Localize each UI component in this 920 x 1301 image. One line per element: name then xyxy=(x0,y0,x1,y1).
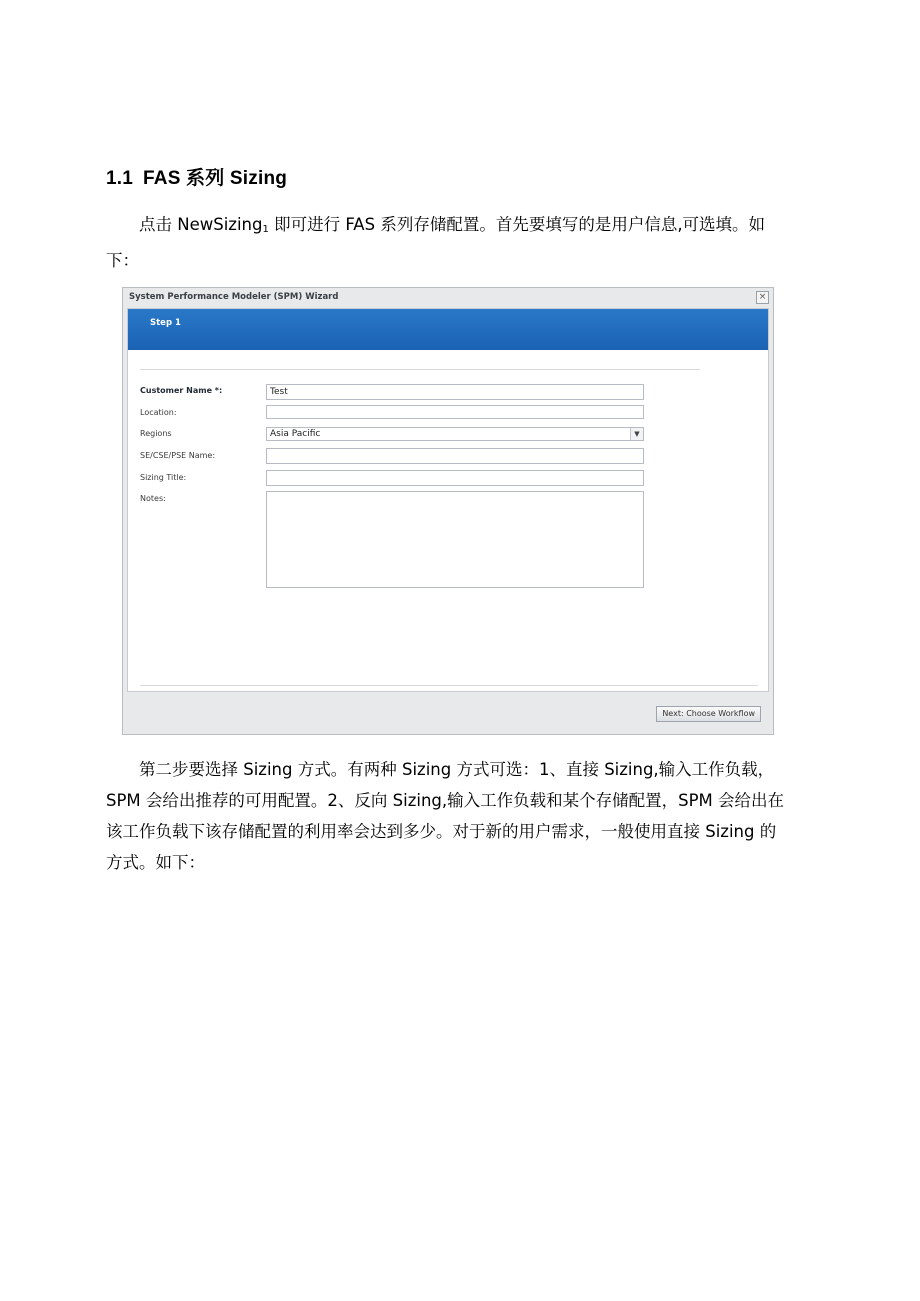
spm-wizard-screenshot xyxy=(122,287,774,735)
chevron-down-icon[interactable]: ▼ xyxy=(630,428,643,440)
footnote-marker: 1 xyxy=(262,224,269,235)
step2-text: 第二步要选择 Sizing 方式。有两种 Sizing 方式可选：1、直接 Sizing,输入工作负载，SPM 会给出推荐的可用配置。2、反向 Sizing,输入工作负载和某个存储配置，SPM 会给出在该工作负载下该存储配置的利用率会达到多少。对于新的用户需求，一般使用直接 Sizing 的方式。如下： xyxy=(106,760,785,872)
step-header xyxy=(128,309,768,350)
section-number: 1.1 xyxy=(106,168,134,189)
wizard-title: System Performance Modeler (SPM) Wizard xyxy=(129,292,339,302)
regions-select[interactable] xyxy=(266,427,644,441)
location-field[interactable] xyxy=(266,405,644,419)
sizing-title-label: Sizing Title: xyxy=(140,473,187,482)
step2-paragraph xyxy=(106,754,786,878)
intro-paragraph xyxy=(106,209,786,276)
sizing-title-field[interactable] xyxy=(266,470,644,486)
intro-text-after: 即可进行 FAS 系列存储配置。首先要填写的是用户信息,可选填。如下： xyxy=(106,215,766,270)
intro-text-before: 点击 NewSizing xyxy=(139,215,263,234)
footer-divider xyxy=(140,685,758,686)
regions-value: Asia Pacific xyxy=(270,429,321,439)
step-label: Step 1 xyxy=(150,318,181,328)
notes-label: Notes: xyxy=(140,494,166,503)
notes-textarea[interactable] xyxy=(266,491,644,588)
customer-name-label: Customer Name *: xyxy=(140,386,223,395)
section-title: FAS 系列 Sizing xyxy=(143,168,288,189)
se-name-field[interactable] xyxy=(266,448,644,464)
wizard-body xyxy=(127,308,769,692)
divider xyxy=(140,369,700,370)
location-label: Location: xyxy=(140,408,177,417)
section-heading xyxy=(106,163,287,190)
customer-name-field[interactable]: Test xyxy=(266,384,644,400)
close-icon[interactable]: × xyxy=(756,291,769,304)
regions-label: Regions xyxy=(140,429,172,438)
se-name-label: SE/CSE/PSE Name: xyxy=(140,451,216,460)
next-choose-workflow-button[interactable]: Next: Choose Workflow xyxy=(656,706,761,722)
